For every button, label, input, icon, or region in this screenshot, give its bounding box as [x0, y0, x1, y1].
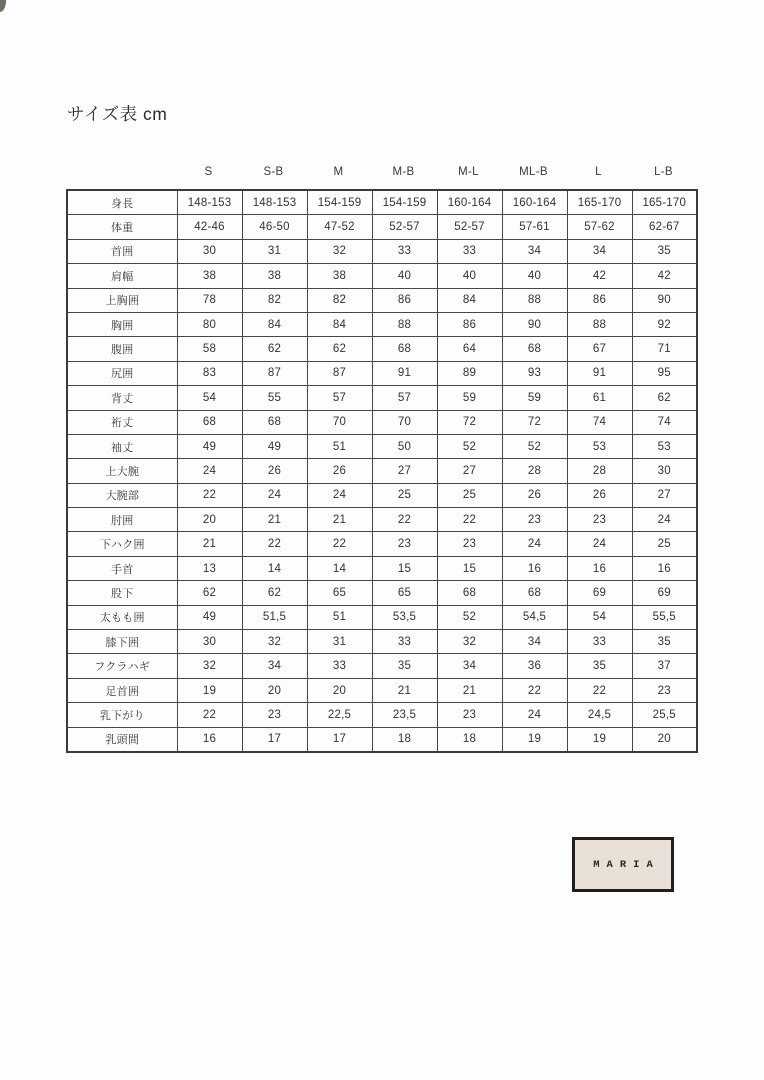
value-cell: 82 [242, 288, 307, 312]
value-cell: 69 [567, 581, 632, 605]
table-row [67, 678, 697, 702]
value-cell: 21 [307, 508, 372, 532]
row-label: 尻囲 [67, 361, 177, 385]
table-row [67, 556, 697, 580]
value-cell: 17 [307, 727, 372, 752]
row-label: 裄丈 [67, 410, 177, 434]
value-cell: 53,5 [372, 605, 437, 629]
table-row [67, 288, 697, 312]
value-cell: 74 [632, 410, 697, 434]
value-cell: 62 [632, 386, 697, 410]
value-cell: 33 [307, 654, 372, 678]
row-label: 胸囲 [67, 312, 177, 336]
value-cell: 49 [177, 434, 242, 458]
value-cell: 67 [567, 337, 632, 361]
value-cell: 24 [632, 508, 697, 532]
table-row [67, 239, 697, 263]
value-cell: 84 [242, 312, 307, 336]
value-cell: 87 [242, 361, 307, 385]
value-cell: 53 [632, 434, 697, 458]
value-cell: 92 [632, 312, 697, 336]
size-column-header: S-B [263, 166, 284, 178]
value-cell: 23 [242, 703, 307, 727]
value-cell: 65 [307, 581, 372, 605]
value-cell: 86 [437, 312, 502, 336]
size-column-header: L [595, 166, 602, 178]
row-label: 足首囲 [67, 678, 177, 702]
value-cell: 52 [437, 605, 502, 629]
value-cell: 148-153 [177, 190, 242, 215]
value-cell: 22 [437, 508, 502, 532]
value-cell: 14 [307, 556, 372, 580]
value-cell: 17 [242, 727, 307, 752]
value-cell: 20 [632, 727, 697, 752]
size-column-header: M [333, 166, 344, 178]
value-cell: 30 [177, 239, 242, 263]
value-cell: 33 [372, 630, 437, 654]
value-cell: 23 [437, 703, 502, 727]
value-cell: 59 [502, 386, 567, 410]
row-label: 乳頭間 [67, 727, 177, 752]
row-label: 腹囲 [67, 337, 177, 361]
value-cell: 16 [632, 556, 697, 580]
table-row [67, 581, 697, 605]
value-cell: 165-170 [567, 190, 632, 215]
value-cell: 62 [242, 581, 307, 605]
value-cell: 57 [307, 386, 372, 410]
value-cell: 30 [632, 459, 697, 483]
value-cell: 22 [372, 508, 437, 532]
value-cell: 47-52 [307, 215, 372, 239]
value-cell: 24 [242, 483, 307, 507]
value-cell: 24,5 [567, 703, 632, 727]
row-label: 上胸囲 [67, 288, 177, 312]
value-cell: 24 [502, 703, 567, 727]
value-cell: 34 [437, 654, 502, 678]
scan-corner-artifact [0, 0, 6, 12]
value-cell: 28 [567, 459, 632, 483]
value-cell: 59 [437, 386, 502, 410]
page-title: サイズ表 cm [67, 104, 168, 124]
value-cell: 16 [177, 727, 242, 752]
value-cell: 62 [307, 337, 372, 361]
value-cell: 62 [242, 337, 307, 361]
value-cell: 87 [307, 361, 372, 385]
value-cell: 38 [307, 264, 372, 288]
size-table [66, 189, 698, 753]
value-cell: 54,5 [502, 605, 567, 629]
value-cell: 23 [567, 508, 632, 532]
value-cell: 55 [242, 386, 307, 410]
value-cell: 57 [372, 386, 437, 410]
row-label: 乳下がり [67, 703, 177, 727]
value-cell: 68 [437, 581, 502, 605]
size-column-header: M-B [392, 166, 415, 178]
value-cell: 52-57 [372, 215, 437, 239]
value-cell: 154-159 [307, 190, 372, 215]
value-cell: 68 [502, 337, 567, 361]
value-cell: 40 [502, 264, 567, 288]
value-cell: 23 [502, 508, 567, 532]
value-cell: 33 [567, 630, 632, 654]
value-cell: 35 [632, 630, 697, 654]
table-row [67, 215, 697, 239]
value-cell: 33 [372, 239, 437, 263]
row-label: 手首 [67, 556, 177, 580]
value-cell: 65 [372, 581, 437, 605]
table-row [67, 190, 697, 215]
value-cell: 22 [502, 678, 567, 702]
value-cell: 16 [502, 556, 567, 580]
value-cell: 34 [242, 654, 307, 678]
table-row [67, 410, 697, 434]
value-cell: 38 [177, 264, 242, 288]
value-cell: 49 [177, 605, 242, 629]
value-cell: 82 [307, 288, 372, 312]
value-cell: 21 [242, 508, 307, 532]
size-column-header: L-B [654, 166, 673, 178]
value-cell: 80 [177, 312, 242, 336]
value-cell: 53 [567, 434, 632, 458]
value-cell: 54 [177, 386, 242, 410]
value-cell: 22 [567, 678, 632, 702]
value-cell: 23,5 [372, 703, 437, 727]
size-table-body [67, 190, 697, 752]
value-cell: 22 [177, 703, 242, 727]
value-cell: 57-62 [567, 215, 632, 239]
value-cell: 19 [567, 727, 632, 752]
value-cell: 26 [567, 483, 632, 507]
table-row [67, 361, 697, 385]
value-cell: 36 [502, 654, 567, 678]
value-cell: 70 [372, 410, 437, 434]
row-label: 身長 [67, 190, 177, 215]
row-label: 膝下囲 [67, 630, 177, 654]
table-row [67, 703, 697, 727]
value-cell: 24 [567, 532, 632, 556]
row-label: 股下 [67, 581, 177, 605]
value-cell: 35 [372, 654, 437, 678]
row-label: 袖丈 [67, 434, 177, 458]
table-row [67, 483, 697, 507]
value-cell: 20 [307, 678, 372, 702]
value-cell: 71 [632, 337, 697, 361]
value-cell: 154-159 [372, 190, 437, 215]
value-cell: 74 [567, 410, 632, 434]
value-cell: 22 [307, 532, 372, 556]
value-cell: 24 [307, 483, 372, 507]
value-cell: 32 [307, 239, 372, 263]
value-cell: 51,5 [242, 605, 307, 629]
value-cell: 62 [177, 581, 242, 605]
value-cell: 72 [437, 410, 502, 434]
value-cell: 18 [437, 727, 502, 752]
row-label: 肩幅 [67, 264, 177, 288]
value-cell: 25 [437, 483, 502, 507]
value-cell: 21 [177, 532, 242, 556]
value-cell: 91 [372, 361, 437, 385]
value-cell: 31 [242, 239, 307, 263]
value-cell: 68 [502, 581, 567, 605]
row-label: 体重 [67, 215, 177, 239]
value-cell: 83 [177, 361, 242, 385]
value-cell: 88 [567, 312, 632, 336]
value-cell: 88 [372, 312, 437, 336]
value-cell: 91 [567, 361, 632, 385]
value-cell: 58 [177, 337, 242, 361]
size-header-row [66, 166, 696, 178]
value-cell: 148-153 [242, 190, 307, 215]
value-cell: 19 [177, 678, 242, 702]
row-label: フクラハギ [67, 654, 177, 678]
value-cell: 165-170 [632, 190, 697, 215]
value-cell: 70 [307, 410, 372, 434]
row-label: 背丈 [67, 386, 177, 410]
value-cell: 32 [242, 630, 307, 654]
value-cell: 55,5 [632, 605, 697, 629]
value-cell: 27 [372, 459, 437, 483]
value-cell: 42 [632, 264, 697, 288]
value-cell: 24 [177, 459, 242, 483]
value-cell: 40 [437, 264, 502, 288]
value-cell: 68 [372, 337, 437, 361]
value-cell: 28 [502, 459, 567, 483]
value-cell: 32 [437, 630, 502, 654]
value-cell: 23 [632, 678, 697, 702]
value-cell: 51 [307, 434, 372, 458]
value-cell: 64 [437, 337, 502, 361]
value-cell: 52 [502, 434, 567, 458]
value-cell: 18 [372, 727, 437, 752]
value-cell: 20 [242, 678, 307, 702]
value-cell: 50 [372, 434, 437, 458]
header-spacer [66, 166, 176, 178]
size-column-header: S [204, 166, 213, 178]
value-cell: 20 [177, 508, 242, 532]
value-cell: 93 [502, 361, 567, 385]
value-cell: 26 [242, 459, 307, 483]
row-label: 大腕部 [67, 483, 177, 507]
value-cell: 26 [502, 483, 567, 507]
value-cell: 86 [567, 288, 632, 312]
value-cell: 33 [437, 239, 502, 263]
value-cell: 26 [307, 459, 372, 483]
value-cell: 15 [437, 556, 502, 580]
value-cell: 89 [437, 361, 502, 385]
row-label: 太もも囲 [67, 605, 177, 629]
value-cell: 68 [242, 410, 307, 434]
value-cell: 46-50 [242, 215, 307, 239]
row-label: 肘囲 [67, 508, 177, 532]
table-row [67, 459, 697, 483]
value-cell: 14 [242, 556, 307, 580]
value-cell: 88 [502, 288, 567, 312]
value-cell: 69 [632, 581, 697, 605]
value-cell: 24 [502, 532, 567, 556]
table-row [67, 434, 697, 458]
value-cell: 35 [567, 654, 632, 678]
value-cell: 78 [177, 288, 242, 312]
value-cell: 21 [437, 678, 502, 702]
value-cell: 84 [307, 312, 372, 336]
value-cell: 42 [567, 264, 632, 288]
table-row [67, 386, 697, 410]
value-cell: 27 [437, 459, 502, 483]
table-row [67, 727, 697, 752]
value-cell: 23 [372, 532, 437, 556]
value-cell: 49 [242, 434, 307, 458]
table-row [67, 654, 697, 678]
value-cell: 40 [372, 264, 437, 288]
table-row [67, 532, 697, 556]
value-cell: 23 [437, 532, 502, 556]
value-cell: 34 [502, 239, 567, 263]
value-cell: 90 [502, 312, 567, 336]
value-cell: 95 [632, 361, 697, 385]
value-cell: 22 [242, 532, 307, 556]
value-cell: 15 [372, 556, 437, 580]
table-row [67, 605, 697, 629]
value-cell: 19 [502, 727, 567, 752]
value-cell: 51 [307, 605, 372, 629]
value-cell: 38 [242, 264, 307, 288]
row-label: 下ハク囲 [67, 532, 177, 556]
value-cell: 32 [177, 654, 242, 678]
row-label: 上大腕 [67, 459, 177, 483]
value-cell: 160-164 [437, 190, 502, 215]
value-cell: 16 [567, 556, 632, 580]
value-cell: 84 [437, 288, 502, 312]
value-cell: 22 [177, 483, 242, 507]
value-cell: 25 [632, 532, 697, 556]
value-cell: 52-57 [437, 215, 502, 239]
value-cell: 13 [177, 556, 242, 580]
table-row [67, 312, 697, 336]
table-row [67, 264, 697, 288]
value-cell: 54 [567, 605, 632, 629]
table-row [67, 337, 697, 361]
value-cell: 34 [502, 630, 567, 654]
value-cell: 30 [177, 630, 242, 654]
value-cell: 62-67 [632, 215, 697, 239]
value-cell: 57-61 [502, 215, 567, 239]
value-cell: 37 [632, 654, 697, 678]
value-cell: 86 [372, 288, 437, 312]
brand-badge [572, 837, 674, 892]
row-label: 首囲 [67, 239, 177, 263]
value-cell: 22,5 [307, 703, 372, 727]
value-cell: 160-164 [502, 190, 567, 215]
value-cell: 42-46 [177, 215, 242, 239]
value-cell: 35 [632, 239, 697, 263]
value-cell: 25 [372, 483, 437, 507]
value-cell: 61 [567, 386, 632, 410]
size-column-header: ML-B [519, 166, 548, 178]
value-cell: 68 [177, 410, 242, 434]
value-cell: 25,5 [632, 703, 697, 727]
size-column-header: M-L [458, 166, 479, 178]
value-cell: 27 [632, 483, 697, 507]
value-cell: 34 [567, 239, 632, 263]
value-cell: 90 [632, 288, 697, 312]
brand-badge-label: MARIA [593, 858, 660, 871]
value-cell: 52 [437, 434, 502, 458]
table-row [67, 630, 697, 654]
value-cell: 31 [307, 630, 372, 654]
table-row [67, 508, 697, 532]
value-cell: 72 [502, 410, 567, 434]
value-cell: 21 [372, 678, 437, 702]
